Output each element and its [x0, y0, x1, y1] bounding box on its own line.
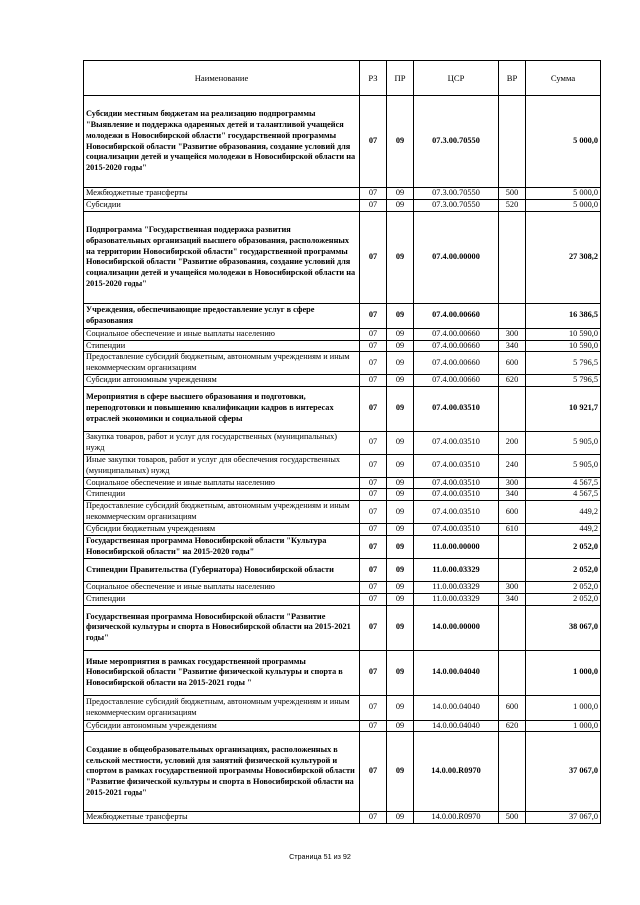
cell-vr: 600 — [499, 500, 526, 523]
cell-csr: 07.3.00.70550 — [414, 200, 499, 212]
cell-sum: 449,2 — [526, 523, 601, 535]
cell-name: Создание в общеобразовательных организациях, расположенных в сельской местности, условий для занятий физической культурой и спортом в рамках государственной программы Новосибирской области "Развитие физической культуры и спорта в Новосибирской области на 2015-2021 годы" — [84, 732, 360, 812]
cell-csr: 07.3.00.70550 — [414, 188, 499, 200]
table-row — [84, 593, 601, 605]
cell-pr: 09 — [387, 352, 414, 374]
cell-vr: 300 — [499, 581, 526, 593]
cell-name: Субсидии — [84, 200, 360, 212]
cell-pr: 09 — [387, 581, 414, 593]
cell-sum: 38 067,0 — [526, 605, 601, 650]
cell-pr: 09 — [387, 605, 414, 650]
header-sum: Сумма — [526, 61, 601, 96]
cell-sum: 10 921,7 — [526, 386, 601, 431]
cell-csr: 14.0.00.04040 — [414, 695, 499, 720]
cell-sum: 10 590,0 — [526, 328, 601, 340]
cell-rz: 07 — [360, 303, 387, 328]
cell-name: Иные мероприятия в рамках государственной программы Новосибирской области "Развитие физической культуры и спорта в Новосибирской области на 2015-2021 годы " — [84, 650, 360, 695]
cell-name: Социальное обеспечение и иные выплаты населению — [84, 477, 360, 489]
cell-pr: 09 — [387, 374, 414, 386]
table-row — [84, 200, 601, 212]
cell-csr: 07.4.00.03510 — [414, 477, 499, 489]
table-row — [84, 188, 601, 200]
cell-pr: 09 — [387, 500, 414, 523]
cell-rz: 07 — [360, 386, 387, 431]
cell-csr: 07.3.00.70550 — [414, 96, 499, 188]
cell-sum: 37 067,0 — [526, 812, 601, 824]
cell-rz: 07 — [360, 650, 387, 695]
cell-name: Субсидии местным бюджетам на реализацию подпрограммы "Выявление и поддержка одаренных детей и талантливой учащейся молодежи в Новосибирской области" государственной программы Новосибирской области "Развитие образования, создание условий для социализации детей и учащейся молодежи в Новосибирской области на 2015-2020 годы" — [84, 96, 360, 188]
cell-vr: 340 — [499, 593, 526, 605]
cell-rz: 07 — [360, 374, 387, 386]
cell-csr: 14.0.00.04040 — [414, 720, 499, 732]
cell-sum: 10 590,0 — [526, 340, 601, 352]
cell-vr: 610 — [499, 523, 526, 535]
cell-sum: 5 796,5 — [526, 374, 601, 386]
cell-rz: 07 — [360, 812, 387, 824]
table-row — [84, 558, 601, 581]
cell-sum: 16 386,5 — [526, 303, 601, 328]
cell-name: Социальное обеспечение и иные выплаты населению — [84, 581, 360, 593]
cell-rz: 07 — [360, 477, 387, 489]
cell-pr: 09 — [387, 211, 414, 303]
cell-vr: 620 — [499, 720, 526, 732]
cell-rz: 07 — [360, 431, 387, 454]
cell-vr — [499, 96, 526, 188]
cell-vr: 200 — [499, 431, 526, 454]
cell-pr: 09 — [387, 558, 414, 581]
cell-rz: 07 — [360, 523, 387, 535]
cell-rz: 07 — [360, 732, 387, 812]
table-row — [84, 211, 601, 303]
cell-vr: 500 — [499, 812, 526, 824]
cell-pr: 09 — [387, 386, 414, 431]
cell-vr — [499, 303, 526, 328]
cell-sum: 1 000,0 — [526, 650, 601, 695]
table-row — [84, 303, 601, 328]
cell-name: Стипендии — [84, 489, 360, 501]
cell-pr: 09 — [387, 340, 414, 352]
cell-name: Стипендии — [84, 593, 360, 605]
cell-pr: 09 — [387, 303, 414, 328]
cell-pr: 09 — [387, 454, 414, 477]
cell-rz: 07 — [360, 581, 387, 593]
cell-name: Субсидии бюджетным учреждениям — [84, 523, 360, 535]
table-row — [84, 720, 601, 732]
table-row — [84, 477, 601, 489]
cell-csr: 07.4.00.03510 — [414, 454, 499, 477]
cell-vr — [499, 650, 526, 695]
cell-pr: 09 — [387, 96, 414, 188]
cell-rz: 07 — [360, 489, 387, 501]
cell-sum: 5 000,0 — [526, 188, 601, 200]
cell-csr: 14.0.00.R0970 — [414, 812, 499, 824]
cell-vr — [499, 605, 526, 650]
cell-rz: 07 — [360, 535, 387, 558]
header-vr: ВР — [499, 61, 526, 96]
table-row — [84, 500, 601, 523]
cell-sum: 2 052,0 — [526, 558, 601, 581]
cell-csr: 07.4.00.03510 — [414, 500, 499, 523]
cell-rz: 07 — [360, 200, 387, 212]
cell-pr: 09 — [387, 695, 414, 720]
cell-sum: 27 308,2 — [526, 211, 601, 303]
table-row — [84, 352, 601, 374]
cell-sum: 2 052,0 — [526, 535, 601, 558]
cell-name: Подпрограмма "Государственная поддержка развития образовательных организаций высшего образования, расположенных на территории Новосибирской области" государственной программы Новосибирской области "Развитие образования, создание условий для социализации детей и учащейся молодежи в Новосибирской области на 2015-2020 годы" — [84, 211, 360, 303]
cell-sum: 5 796,5 — [526, 352, 601, 374]
cell-pr: 09 — [387, 477, 414, 489]
cell-rz: 07 — [360, 500, 387, 523]
cell-sum: 449,2 — [526, 500, 601, 523]
cell-vr — [499, 535, 526, 558]
table-row — [84, 605, 601, 650]
cell-rz: 07 — [360, 605, 387, 650]
cell-name: Закупка товаров, работ и услуг для государственных (муниципальных) нужд — [84, 431, 360, 454]
cell-rz: 07 — [360, 211, 387, 303]
cell-csr: 11.0.00.00000 — [414, 535, 499, 558]
cell-vr: 600 — [499, 695, 526, 720]
budget-table — [83, 60, 601, 824]
cell-pr: 09 — [387, 431, 414, 454]
table-row — [84, 523, 601, 535]
cell-sum: 5 000,0 — [526, 200, 601, 212]
table-row — [84, 812, 601, 824]
table-row — [84, 695, 601, 720]
cell-pr: 09 — [387, 188, 414, 200]
cell-sum: 4 567,5 — [526, 489, 601, 501]
cell-sum: 5 000,0 — [526, 96, 601, 188]
cell-name: Субсидии автономным учреждениям — [84, 374, 360, 386]
cell-sum: 5 905,0 — [526, 431, 601, 454]
cell-vr — [499, 386, 526, 431]
cell-csr: 07.4.00.03510 — [414, 431, 499, 454]
cell-csr: 07.4.00.03510 — [414, 386, 499, 431]
cell-csr: 07.4.00.00660 — [414, 303, 499, 328]
cell-name: Предоставление субсидий бюджетным, автономным учреждениям и иным некоммерческим организациям — [84, 500, 360, 523]
cell-csr: 14.0.00.R0970 — [414, 732, 499, 812]
cell-vr: 300 — [499, 328, 526, 340]
cell-pr: 09 — [387, 732, 414, 812]
cell-pr: 09 — [387, 328, 414, 340]
cell-rz: 07 — [360, 593, 387, 605]
cell-rz: 07 — [360, 695, 387, 720]
cell-csr: 07.4.00.03510 — [414, 489, 499, 501]
cell-name: Межбюджетные трансферты — [84, 188, 360, 200]
cell-rz: 07 — [360, 328, 387, 340]
cell-csr: 11.0.00.03329 — [414, 593, 499, 605]
cell-pr: 09 — [387, 200, 414, 212]
table-row — [84, 374, 601, 386]
table-row — [84, 340, 601, 352]
cell-vr: 500 — [499, 188, 526, 200]
cell-name: Государственная программа Новосибирской области "Культура Новосибирской области" на 2015-2020 годы" — [84, 535, 360, 558]
cell-csr: 07.4.00.00660 — [414, 352, 499, 374]
cell-csr: 11.0.00.03329 — [414, 558, 499, 581]
table-row — [84, 386, 601, 431]
cell-name: Социальное обеспечение и иные выплаты населению — [84, 328, 360, 340]
cell-vr: 600 — [499, 352, 526, 374]
header-rz: РЗ — [360, 61, 387, 96]
cell-name: Учреждения, обеспечивающие предоставление услуг в сфере образования — [84, 303, 360, 328]
cell-rz: 07 — [360, 96, 387, 188]
cell-name: Стипендии — [84, 340, 360, 352]
cell-sum: 37 067,0 — [526, 732, 601, 812]
table-row — [84, 454, 601, 477]
header-csr: ЦСР — [414, 61, 499, 96]
cell-sum: 1 000,0 — [526, 720, 601, 732]
cell-sum: 2 052,0 — [526, 581, 601, 593]
cell-rz: 07 — [360, 352, 387, 374]
cell-rz: 07 — [360, 720, 387, 732]
cell-vr — [499, 211, 526, 303]
page-number: Страница 51 из 92 — [289, 852, 351, 861]
cell-name: Субсидии автономным учреждениям — [84, 720, 360, 732]
table-row — [84, 431, 601, 454]
header-pr: ПР — [387, 61, 414, 96]
cell-vr: 520 — [499, 200, 526, 212]
table-row — [84, 96, 601, 188]
cell-pr: 09 — [387, 489, 414, 501]
cell-name: Стипендии Правительства (Губернатора) Новосибирской области — [84, 558, 360, 581]
cell-vr — [499, 558, 526, 581]
cell-pr: 09 — [387, 523, 414, 535]
cell-csr: 07.4.00.00660 — [414, 328, 499, 340]
header-name: Наименование — [84, 61, 360, 96]
table-header-row — [84, 61, 601, 96]
cell-sum: 4 567,5 — [526, 477, 601, 489]
cell-sum: 2 052,0 — [526, 593, 601, 605]
cell-csr: 07.4.00.03510 — [414, 523, 499, 535]
cell-sum: 5 905,0 — [526, 454, 601, 477]
cell-name: Иные закупки товаров, работ и услуг для обеспечения государственных (муниципальных) нужд — [84, 454, 360, 477]
cell-csr: 14.0.00.00000 — [414, 605, 499, 650]
cell-vr: 340 — [499, 489, 526, 501]
cell-sum: 1 000,0 — [526, 695, 601, 720]
cell-pr: 09 — [387, 650, 414, 695]
table-row — [84, 581, 601, 593]
table-row — [84, 732, 601, 812]
cell-vr: 620 — [499, 374, 526, 386]
cell-rz: 07 — [360, 340, 387, 352]
cell-rz: 07 — [360, 558, 387, 581]
table-row — [84, 535, 601, 558]
cell-csr: 07.4.00.00660 — [414, 340, 499, 352]
cell-vr: 240 — [499, 454, 526, 477]
cell-pr: 09 — [387, 535, 414, 558]
cell-rz: 07 — [360, 188, 387, 200]
cell-name: Государственная программа Новосибирской области "Развитие физической культуры и спорта в Новосибирской области на 2015-2021 годы" — [84, 605, 360, 650]
cell-vr: 300 — [499, 477, 526, 489]
cell-csr: 07.4.00.00000 — [414, 211, 499, 303]
cell-pr: 09 — [387, 720, 414, 732]
cell-name: Предоставление субсидий бюджетным, автономным учреждениям и иным некоммерческим организациям — [84, 695, 360, 720]
cell-vr — [499, 732, 526, 812]
cell-csr: 11.0.00.03329 — [414, 581, 499, 593]
table-row — [84, 328, 601, 340]
cell-csr: 14.0.00.04040 — [414, 650, 499, 695]
cell-rz: 07 — [360, 454, 387, 477]
cell-name: Предоставление субсидий бюджетным, автономным учреждениям и иным некоммерческим организациям — [84, 352, 360, 374]
cell-vr: 340 — [499, 340, 526, 352]
cell-csr: 07.4.00.00660 — [414, 374, 499, 386]
table-row — [84, 489, 601, 501]
cell-name: Межбюджетные трансферты — [84, 812, 360, 824]
table-row — [84, 650, 601, 695]
cell-pr: 09 — [387, 593, 414, 605]
cell-name: Мероприятия в сфере высшего образования и подготовки, переподготовки и повышению квалификации кадров в интересах отраслей экономики и социальной сферы — [84, 386, 360, 431]
cell-pr: 09 — [387, 812, 414, 824]
